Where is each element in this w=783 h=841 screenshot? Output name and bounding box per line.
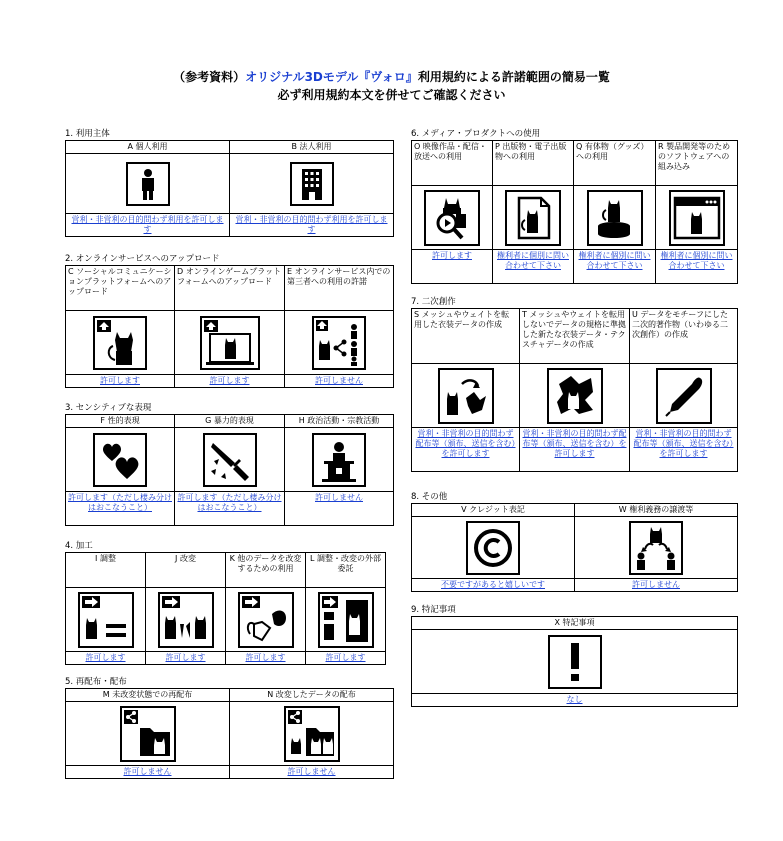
building-icon bbox=[290, 162, 334, 206]
item-label-m: M 未改変状態での再配布 bbox=[66, 689, 230, 702]
adjust-icon bbox=[78, 592, 134, 648]
item-label-f: F 性的表現 bbox=[66, 415, 175, 428]
item-result-g[interactable]: 許可します（ただし棲み分けはおこなうこと） bbox=[175, 492, 285, 526]
item-label-c: C ソーシャルコミュニケーションプラットフォームへのアップロード bbox=[66, 266, 175, 311]
podium-icon bbox=[312, 433, 366, 487]
item-result-u[interactable]: 営利・非営利の目的問わず配布等（頒布、送信を含む）を許可します bbox=[630, 428, 738, 472]
section-table bbox=[65, 414, 394, 526]
item-label-q: Q 有体物（グッズ）への利用 bbox=[574, 141, 656, 186]
section-title: 6. メディア・プロダクトへの使用 bbox=[411, 129, 541, 139]
item-label-e: E オンラインサービス内での第三者への利用の許諾 bbox=[285, 266, 394, 311]
section-table bbox=[411, 503, 738, 592]
upload-avatar-icon bbox=[93, 316, 147, 370]
section-table bbox=[65, 140, 394, 237]
modify-icon bbox=[158, 592, 214, 648]
video-icon bbox=[424, 190, 480, 246]
section-9 bbox=[411, 604, 738, 707]
item-label-k: K 他のデータを改変するための利用 bbox=[226, 553, 306, 588]
document-header bbox=[0, 68, 783, 104]
person-icon bbox=[126, 162, 170, 206]
section-title: 9. 特記事項 bbox=[411, 605, 456, 615]
section-title: 5. 再配布・配布 bbox=[65, 677, 127, 687]
item-label-o: O 映像作品・配信・放送への利用 bbox=[412, 141, 493, 186]
item-label-x: X 特記事項 bbox=[412, 617, 738, 630]
item-label-a: A 個人利用 bbox=[66, 141, 230, 154]
header-line1: （参考資料）オリジナル3Dモデル『ヴォロ』利用規約による許諾範囲の簡易一覧 bbox=[173, 70, 610, 84]
item-label-b: B 法人利用 bbox=[230, 141, 394, 154]
section-5 bbox=[65, 676, 394, 779]
distribute-modified-icon bbox=[284, 706, 340, 762]
section-table bbox=[411, 616, 738, 707]
item-result-p[interactable]: 権利者に個別に問い合わせて下さい bbox=[493, 250, 574, 284]
item-result-j[interactable]: 許可します bbox=[146, 652, 226, 665]
item-label-j: J 改変 bbox=[146, 553, 226, 588]
item-label-i: I 調整 bbox=[66, 553, 146, 588]
item-result-b[interactable]: 営利・非営利の目的問わず利用を許可します bbox=[230, 214, 394, 237]
software-icon bbox=[669, 190, 725, 246]
item-result-m[interactable]: 許可しません bbox=[66, 766, 230, 779]
section-title: 2. オンラインサービスへのアップロード bbox=[65, 254, 220, 264]
item-label-v: V クレジット表記 bbox=[412, 504, 575, 517]
section-7 bbox=[411, 296, 738, 472]
item-result-v[interactable]: 不要ですがあると嬉しいです bbox=[412, 579, 575, 592]
section-4 bbox=[65, 540, 386, 665]
section-table bbox=[65, 688, 394, 779]
section-table bbox=[411, 140, 738, 284]
item-result-k[interactable]: 許可します bbox=[226, 652, 306, 665]
section-title: 1. 利用主体 bbox=[65, 129, 110, 139]
knife-icon bbox=[203, 433, 257, 487]
item-result-t[interactable]: 営利・非営利の目的問わず配布等（頒布、送信を含む）を許可します bbox=[520, 428, 630, 472]
item-label-r: R 製品開発等のためのソフトウェアへの組み込み bbox=[656, 141, 738, 186]
outsource-icon bbox=[318, 592, 374, 648]
copyright-icon bbox=[466, 521, 520, 575]
item-result-e[interactable]: 許可しません bbox=[285, 375, 394, 388]
item-label-d: D オンラインゲームプラットフォームへのアップロード bbox=[175, 266, 285, 311]
section-1 bbox=[65, 128, 394, 237]
item-label-t: T メッシュやウェイトを転用しないでデータの規格に準拠した新たな衣装データ・テクスチャデータの作成 bbox=[520, 309, 630, 364]
item-result-f[interactable]: 許可します（ただし棲み分けはおこなうこと） bbox=[66, 492, 175, 526]
item-result-s[interactable]: 営利・非営利の目的問わず配布等（頒布、送信を含む）を許可します bbox=[412, 428, 520, 472]
item-label-u: U データをモチーフにした二次的著作物（いわゆる二次創作）の作成 bbox=[630, 309, 738, 364]
item-label-w: W 権利義務の譲渡等 bbox=[575, 504, 738, 517]
transfer-rights-icon bbox=[629, 521, 683, 575]
item-label-l: L 調整・改変の外部委託 bbox=[306, 553, 386, 588]
other-data-icon bbox=[238, 592, 294, 648]
exclamation-icon bbox=[548, 635, 602, 689]
item-result-n[interactable]: 許可しません bbox=[230, 766, 394, 779]
section-6 bbox=[411, 128, 738, 284]
header-line2: 必ず利用規約本文を併せてご確認ください bbox=[277, 88, 506, 102]
item-result-o[interactable]: 許可します bbox=[412, 250, 493, 284]
section-title: 3. センシティブな表現 bbox=[65, 403, 152, 413]
section-title: 4. 加工 bbox=[65, 541, 93, 551]
section-table bbox=[65, 265, 394, 388]
model-name-link[interactable]: オリジナル3Dモデル『ヴォロ』 bbox=[245, 70, 418, 84]
hearts-icon bbox=[93, 433, 147, 487]
section-2 bbox=[65, 253, 394, 388]
publication-icon bbox=[505, 190, 561, 246]
section-table bbox=[65, 552, 386, 665]
redistribute-icon bbox=[120, 706, 176, 762]
item-result-c[interactable]: 許可します bbox=[66, 375, 175, 388]
item-result-x[interactable]: なし bbox=[412, 694, 738, 707]
item-label-h: H 政治活動・宗教活動 bbox=[285, 415, 394, 428]
section-title: 7. 二次創作 bbox=[411, 297, 456, 307]
item-result-r[interactable]: 権利者に個別に問い合わせて下さい bbox=[656, 250, 738, 284]
game-upload-icon bbox=[200, 316, 260, 370]
section-table bbox=[411, 308, 738, 472]
item-label-g: G 暴力的表現 bbox=[175, 415, 285, 428]
item-result-l[interactable]: 許可します bbox=[306, 652, 386, 665]
item-result-d[interactable]: 許可します bbox=[175, 375, 285, 388]
section-8 bbox=[411, 491, 738, 592]
section-3 bbox=[65, 402, 394, 526]
goods-icon bbox=[587, 190, 643, 246]
item-label-n: N 改変したデータの配布 bbox=[230, 689, 394, 702]
share-third-party-icon bbox=[312, 316, 366, 370]
new-costume-icon bbox=[547, 368, 603, 424]
pen-icon bbox=[656, 368, 712, 424]
item-label-p: P 出版物・電子出版物への利用 bbox=[493, 141, 574, 186]
item-result-w[interactable]: 許可しません bbox=[575, 579, 738, 592]
item-result-q[interactable]: 権利者に個別に問い合わせて下さい bbox=[574, 250, 656, 284]
item-result-a[interactable]: 営利・非営利の目的問わず利用を許可します bbox=[66, 214, 230, 237]
section-title: 8. その他 bbox=[411, 492, 448, 502]
item-result-i[interactable]: 許可します bbox=[66, 652, 146, 665]
item-label-s: S メッシュやウェイトを転用した衣装データの作成 bbox=[412, 309, 520, 364]
item-result-h[interactable]: 許可しません bbox=[285, 492, 394, 526]
costume-transfer-icon bbox=[438, 368, 494, 424]
